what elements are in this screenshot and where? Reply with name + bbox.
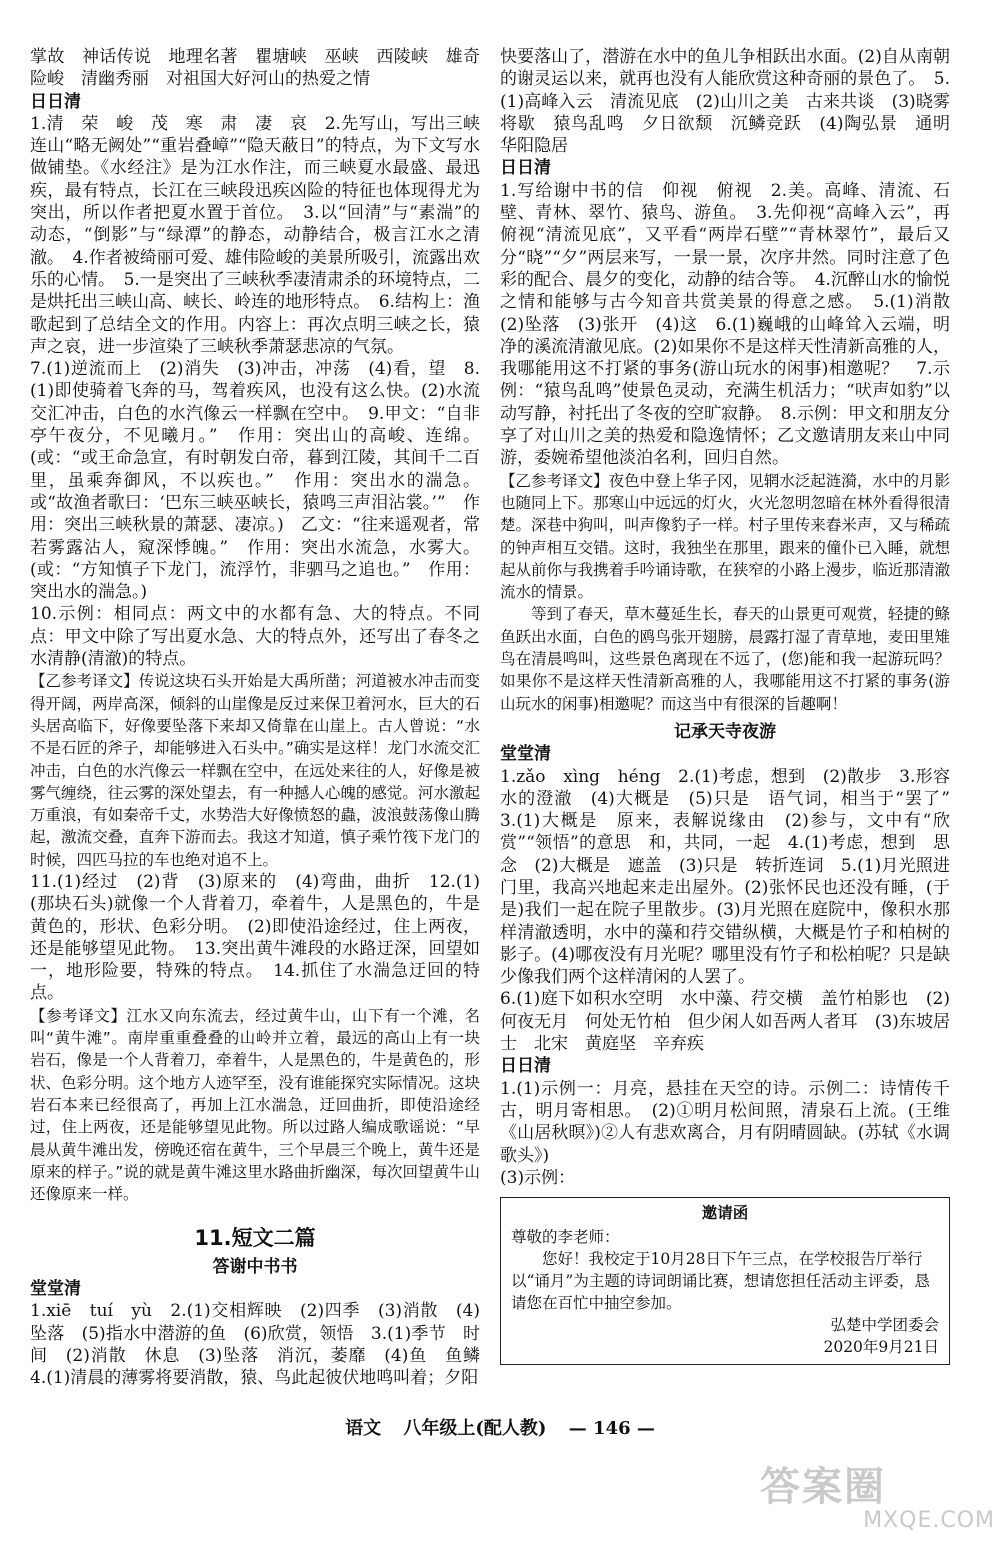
answer-paragraph: 掌故 神话传说 地理名著 瞿塘峡 巫峡 西陵峡 雄奇险峻 清幽秀丽 对祖国大好河山的热爱之情: [30, 47, 480, 90]
right-column: [500, 46, 967, 1365]
answer-paragraph: 6.(1)庭下如积水空明 水中藻、荇交横 盖竹柏影也 (2)何夜无月 何处无竹柏 但少闲人如吾两人者耳 (3)东坡居士 北宋 黄庭坚 辛弃疾: [500, 989, 950, 1055]
answer-paragraph: 1.写给谢中书的信 仰视 俯视 2.美。高峰、清流、石壁、青林、翠竹、猿鸟、游鱼。 3.先仰视“高峰入云”，再俯视“清流见底”，又平看“两岸石壁”“青林翠竹”，最后又分“晓”“夕”两层来写，一景一景，次序井然。同时注意了色彩的配合、晨夕的变化，动静的结合等。 4.沉醉山水的愉悦之情和能够与古今知音共赏美景的得意之感。 5.(1)消散 (2)坠落 (3)张开 (4)这 6.(1)巍峨的山峰耸入云端，明净的溪流清澈见底。(2)如果你不是这样天性清新高雅的人，我哪能用这不打紧的事务(游山玩水的闲事)相邀呢？ 7.示例：“猿鸟乱鸣”使景色灵动，充满生机活力；“吠声如豹”以动写静，衬托出了冬夜的空旷寂静。 8.示例：甲文和朋友分享了对山川之美的热爱和隐逸情怀；乙文邀请朋友来山中同游，委婉希望他淡泊名利，回归自然。: [500, 180, 967, 469]
section-heading: 日日清: [500, 158, 551, 179]
answer-paragraph: 7.(1)逆流而上 (2)消失 (3)冲击，冲荡 (4)看，望 8.(1)即使骑着飞奔的马，驾着疾风，也没有这么快。(2)水流交汇冲击，白色的水汽像云一样飘在空中。 9.甲文：“自非亭午夜分，不见曦月。” 作用：突出山的高峻、连绵。(或：“或王命急宣，有时朝发白帝，暮到江陵，其间千二百里，虽乘奔御风，不以疾也。” 作用：突出水的湍急。或“故渔者歌曰：‘巴东三峡巫峡长，猿鸣三声泪沾裳。’” 作用：突出三峡秋景的萧瑟、凄凉。) 乙文：“往来遥观者，常若雾露沾人，窥深悸魄。” 作用：突出水流急，水雾大。(或：“方知慎子下龙门，流浮竹，非驷马之追也。” 作用：突出水的湍急。): [30, 359, 480, 603]
watermark-logo: [760, 1455, 995, 1535]
translation-block: [30, 670, 480, 871]
translation-paragraph: 【参考译文】江水又向东流去，经过黄牛山，山下有一个滩，名叫“黄牛滩”。南岸重重叠叠的山岭并立着，最远的高山上有一块岩石，像是一个人背着刀，牵着牛，人是黑色的，牛是黄色的，形状、色彩分明。这个地方人迹罕至，没有谁能探究实际情况。这块岩石本来已经很高了，再加上江水湍急，迂回曲折，即使沿途经过，住上两夜，还是能够望见此物。所以过路人编成歌谣说：“早晨从黄牛滩出发，傍晚还宿在黄牛，三个早晨三个晚上，黄牛还是原来的样子。”说的就是黄牛滩这里水路曲折幽深，每次回望黄牛山还像原来一样。: [30, 1006, 480, 1204]
answer-paragraph: 快要落山了，潜游在水中的鱼儿争相跃出水面。(2)自从南朝的谢灵运以来，就再也没有人能欣赏这种奇丽的景色了。 5.(1)高峰入云 清流见底 (2)山川之美 古来共谈 (3)晓雾将歇 猿鸟乱鸣 夕日欲颓 沉鳞竞跃 (4)陶弘景 通明 华阳隐居: [500, 47, 967, 157]
invitation-box: [500, 1197, 950, 1365]
invitation-title: 邀请函: [701, 1204, 749, 1223]
translation-block: [500, 603, 950, 714]
answer-paragraph: 1.清 荣 峻 茂 寒 肃 凄 哀 2.先写山，写出三峡连山“略无阙处”“重岩叠嶂”“隐天蔽日”的特点，为下文写水做铺垫。《水经注》是为江水作注，而三峡夏水最盛、最迅疾，最有特点，长江在三峡段迅疾凶险的特征也体现得尤为突出，所以作者把夏水置于首位。 3.以“回清”与“素湍”的动态，“倒影”与“绿潭”的静态，动静结合，极言江水之清澈。 4.作者被绮丽可爱、雄伟险峻的美景所吸引，流露出欢乐的心情。 5.一是突出了三峡秋季凄清肃杀的环境特点，二是烘托出三峡山高、峡长、岭连的地形特点。 6.结构上：渔歌起到了总结全文的作用。内容上：再次点明三峡之长，猿声之哀，进一步渲染了三峡秋季萧瑟悲凉的气氛。: [30, 113, 480, 357]
answer-paragraph: 11.(1)经过 (2)背 (3)原来的 (4)弯曲，曲折 12.(1)(那块石头)就像一个人背着刀，牵着牛，人是黑色的，牛是黄色的，形状、色彩分明。 (2)即使沿途经过，住上两夜，还是能够望见此物。 13.突出黄牛滩段的水路迂深，回望如一，地形险要，特殊的特点。 14.抓住了水湍急迂回的特点。: [30, 871, 480, 1004]
watermark-url: MXQE.COM: [863, 1508, 995, 1533]
answer-paragraph: 1.zǎo xìng héng 2.(1)考虑，想到 (2)散步 3.形容水的澄澈 (4)大概是 (5)只是 语气词，相当于“罢了” 3.(1)大概是 原来，表解说缘由 (2)参与，文中有“欣赏”“领悟”的意思 和，共同，一起 4.(1)考虑，想到 思念 (2)大概是 遮盖 (3)只是 转折连词 5.(1)月光照进门里，我高兴地起来走出屋外。(2)张怀民也还没有睡，(于是)我们一起在院子里散步。(3)月光照在庭院中，像积水那样清澈透明，水中的藻和荇交错纵横，大概是竹子和柏树的影子。(4)哪夜没有月光呢？哪里没有竹子和松柏呢？只是缺少像我们两个这样清闲的人罢了。: [500, 766, 967, 988]
invitation-greeting: 尊敬的李老师：: [511, 1228, 620, 1247]
footer-subject: 语文: [345, 1418, 382, 1439]
right-column-text: [500, 46, 967, 1189]
page-number: — 146 —: [568, 1418, 655, 1439]
article-title: 答谢中书书: [212, 1256, 298, 1277]
section-heading: 日日清: [30, 91, 81, 112]
answer-paragraph: 10.示例：相同点：两文中的水都有急、大的特点。不同点：甲文中除了写出夏水急、大的特点外，还写出了春冬之水清静(清澈)的特点。: [30, 604, 480, 670]
translation-paragraph: 【乙参考译文】夜色中登上华子冈，见辋水泛起涟漪，水中的月影也随同上下。那寒山中远远的灯火，火光忽明忽暗在林外看得很清楚。深巷中狗叫，叫声像豹子一样。村子里传来舂米声，又与稀疏的钟声相互交错。这时，我独坐在那里，跟来的僮仆已入睡，就想起从前你与我携着手吟诵诗歌，在狭窄的小路上漫步，临近那清澈流水的情景。: [500, 471, 950, 602]
left-column: [30, 46, 497, 1390]
answer-paragraph: (3)示例：: [500, 1167, 576, 1188]
article-title: 11.短文二篇: [194, 1226, 316, 1251]
watermark-text: 答案圈: [760, 1464, 886, 1510]
invitation-date: 2020年9月21日: [823, 1338, 939, 1357]
answer-paragraph: 1.(1)示例一：月亮，悬挂在天空的诗。示例二：诗情传千古，明月寄相思。 (2)①明月松间照，清泉石上流。(王维《山居秋暝》)②人有悲欢离合，月有阴晴圆缺。(苏轼《水调歌头》): [500, 1078, 950, 1166]
section-heading: 堂堂清: [500, 744, 551, 765]
translation-block: [30, 1005, 480, 1206]
translation-block: [500, 470, 950, 604]
footer-grade: 八年级上(配人教): [403, 1418, 547, 1439]
page-footer: [0, 1414, 1000, 1440]
section-heading: 日日清: [500, 1056, 551, 1077]
invitation-body: 您好！我校定于10月28日下午三点，在学校报告厅举行以“诵月”为主题的诗词朗诵比赛，想请您担任活动主评委，恳请您在百忙中抽空参加。: [511, 1250, 930, 1313]
translation-paragraph: 【乙参考译文】传说这块石头开始是大禹所凿；河道被水冲击而变得开阔，两岸高深，倾斜的山崖像是反过来保卫着河水，巨大的石头居高临下，好像要坠落下来却又倚靠在山崖上。古人曾说：“水不是石匠的斧子，却能够进入石头中。”确实是这样！龙门水流交汇冲击，白色的水汽像云一样飘在空中，在远处来往的人，好像是被雾气缠绕，往云雾的深处望去，有一种撼人心魄的感觉。河水激起万重浪，有如秦帝千丈，水势浩大好像愤怒的蟲，波浪鼓荡像山腾起，激流交叠，直奔下游而去。我这才知道，慎子乘竹筏下龙门的时候，四匹马拉的车也绝对追不上。: [30, 672, 480, 869]
invitation-signer: 弘楚中学团委会: [830, 1316, 939, 1335]
translation-paragraph: 等到了春天，草木蔓延生长，春天的山景更可观赏，轻捷的鲦鱼跃出水面，白色的鸥鸟张开翅膀，晨露打湿了青草地，麦田里雉鸟在清晨鸣叫，这些景色离现在不远了，(您)能和我一起游玩吗？如果你不是这样天性清新高雅的人，我哪能用这不打紧的事务(游山玩水的闲事)相邀呢？而这当中有很深的旨趣啊！: [500, 605, 950, 713]
article-title: 记承天寺夜游: [674, 721, 776, 742]
section-heading: 堂堂清: [30, 1279, 81, 1300]
answer-paragraph: 1.xiē tuí yù 2.(1)交相辉映 (2)四季 (3)消散 (4)坠落 (5)指水中潜游的鱼 (6)欣赏，领悟 3.(1)季节 时间 (2)消散 休息 (3)坠落 消沉，萎靡 (4)鱼 鱼鳞 4.(1)清晨的薄雾将要消散，猿、鸟此起彼伏地鸣叫着；夕阳: [30, 1301, 497, 1389]
